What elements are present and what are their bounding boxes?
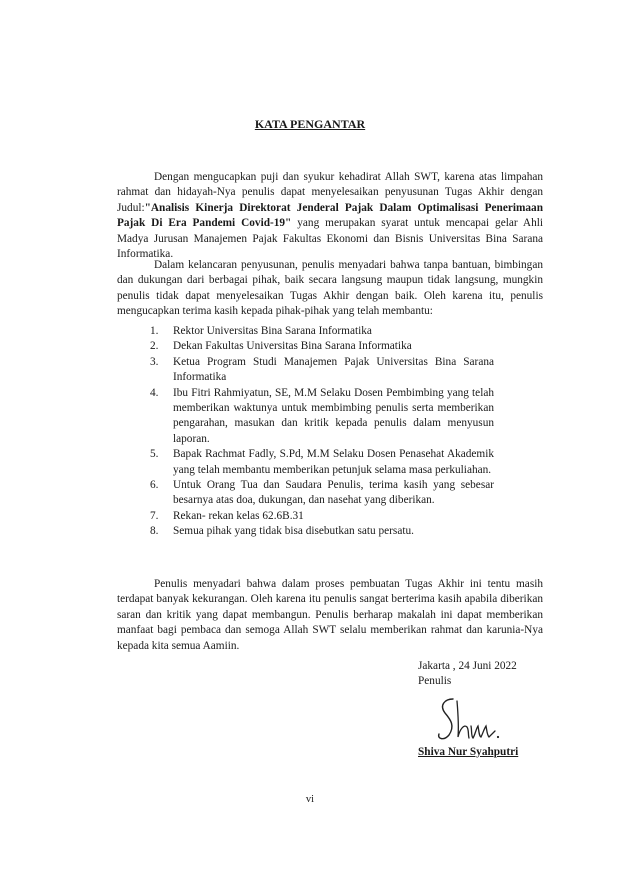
list-item [150, 478, 494, 509]
list-item [150, 324, 494, 339]
list-item-text: Untuk Orang Tua dan Saudara Penulis, terima kasih yang sebesar besarnya atas doa, dukungan, dan nasehat yang diberikan. [173, 479, 494, 507]
list-item-number: 6. [150, 479, 159, 492]
list-item-number: 2. [150, 340, 159, 353]
list-item-text: Dekan Fakultas Universitas Bina Sarana Informatika [173, 340, 412, 353]
list-item-text: Ibu Fitri Rahmiyatun, SE, M.M Selaku Dosen Pembimbing yang telah memberikan waktunya untuk membimbing penulis serta memberikan pengarahan, masukan dan kritik kepada penulis dalam menyusun laporan. [173, 386, 494, 445]
place-date: Jakarta , 24 Juni 2022 [418, 660, 517, 672]
list-item-number: 4. [150, 386, 159, 399]
author-role: Penulis [418, 675, 452, 688]
opening-text: Dengan mengucapkan puji dan syukur kehadirat Allah SWT, karena atas limpahan rahmat dan hidayah-Nya penulis dapat menyelesaikan penyusunan Tugas Akhir dengan Judul: [117, 171, 543, 214]
opening-text-end: yang merupakan syarat untuk mencapai gelar Ahli Madya Jurusan Manajemen Pajak Fakultas Ekonomi dan Bisnis Universitas Bina Sarana Informatika. [117, 217, 544, 261]
list-item-text: Ketua Program Studi Manajemen Pajak Universitas Bina Sarana Informatika [173, 355, 494, 384]
list-item [150, 339, 494, 354]
list-item-text: Bapak Rachmat Fadly, S.Pd, M.M Selaku Dosen Penasehat Akademik yang telah membantu memberikan petunjuk selama masa perkuliahan. [173, 448, 494, 476]
opening-paragraph [117, 170, 543, 262]
list-item-text: Rektor Universitas Bina Sarana Informatika [173, 325, 372, 337]
page-number: vi [305, 794, 315, 805]
closing-block [418, 659, 517, 690]
acknowledgement-paragraph: Dalam kelancaran penyusunan, penulis menyadari bahwa tanpa bantuan, bimbingan dan dukungan dari berbagai pihak, baik secara langsung maupun tidak langsung, mungkin penulis tidak dapat menyelesaikan Tugas Akhir dengan baik. Oleh karena itu, penulis mengucapkan terima kasih kepada pihak-pihak yang telah membantu: [117, 259, 543, 318]
list-item-text: Semua pihak yang tidak bisa disebutkan satu persatu. [173, 525, 414, 538]
signer-name: Shiva Nur Syahputri [418, 746, 519, 758]
closing-paragraph: Penulis menyadari bahwa dalam proses pembuatan Tugas Akhir ini tentu masih terdapat banyak kekurangan. Oleh karena itu penulis sangat berterima kasih apabila diberikan saran dan kritik yang dapat membangun. Penulis berharap makalah ini dapat memberikan manfaat bagi pembaca dan semoga Allah SWT selalu memberikan rahmat dan karunia-Nya kepada kita semua Aamiin. [117, 578, 543, 652]
list-item-text: Rekan- rekan kelas 62.6B.31 [173, 509, 304, 522]
list-item [150, 447, 494, 478]
acknowledgement-list [150, 324, 494, 540]
list-item [150, 509, 494, 524]
thesis-title: "Analisis Kinerja Direktorat Jenderal Pajak Dalam Optimalisasi Penerimaan Pajak Di Era Pandemi Covid-19" [117, 201, 543, 230]
list-item [150, 524, 494, 539]
list-item-number: 5. [150, 448, 159, 461]
list-item-number: 3. [150, 355, 159, 368]
list-item-number: 8. [150, 525, 159, 538]
list-item [150, 355, 494, 386]
page-title: KATA PENGANTAR [254, 117, 366, 131]
list-item-number: 7. [150, 509, 159, 522]
list-item [150, 386, 494, 448]
list-item-number: 1. [150, 325, 159, 337]
handwritten-signature [431, 693, 511, 745]
